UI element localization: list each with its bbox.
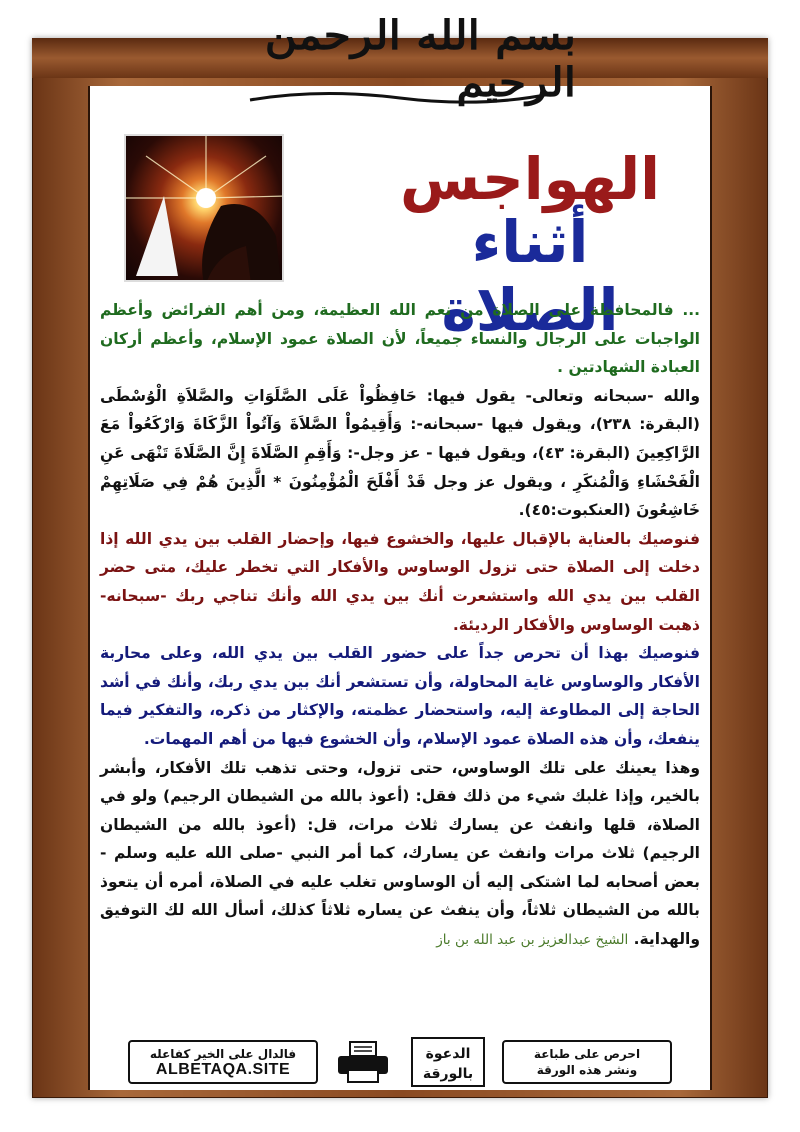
site-box [128, 1040, 318, 1084]
printer-icon [328, 1040, 398, 1084]
title-line-1: الهواجس [400, 145, 660, 213]
basmala-header [240, 4, 576, 114]
site-link[interactable]: ALBETAQA.SITE [155, 1061, 291, 1078]
basmala-text: بسم الله الرحمن الرحيم [264, 12, 576, 106]
praying-figure-photo [124, 134, 284, 282]
basmala-swash-icon [240, 86, 560, 106]
paragraph-verses: والله -سبحانه وتعالى- يقول فيها: حَافِظُواْ عَلَى الصَّلَوَاتِ والصَّلاَةِ الْوُسْطَى (البقرة: ٢٣٨)، ويقول فيها -سبحانه-: وَأَقِيمُواْ الصَّلاَةَ وَآتُواْ الزَّكَاةَ وَارْكَعُواْ مَعَ الرَّاكِعِينَ (البقرة: ٤٣)، ويقول فيها - عز وجل-: وَأَقِمِ الصَّلَاةَ إِنَّ الصَّلَاةَ تَنْهَى عَنِ الْفَحْشَاءِ وَالْمُنكَرِ ، ويقول عز وجل قَدْ أَفْلَحَ الْمُؤْمِنُونَ * الَّذِينَ هُمْ فِي صَلَاتِهِمْ خَاشِعُونَ (العنكبوت:٤٥). [100, 386, 700, 520]
paragraph-advice-1: فنوصيك بالعناية بالإقبال عليها، والخشوع فيها، وإحضار القلب بين يدي الله إذا دخلت إلى الصلاة حتى تزول الوساوس والأفكار التي تخطر عليك، متى حضر القلب بين يدي الله واستشعرت أنك بين يدي الله وأنك تناجي ربك -سبحانه- ذهبت الوساوس والأفكار الرديئة. [100, 529, 700, 634]
paragraph-advice-3-text: وهذا يعينك على تلك الوساوس، حتى تزول، وحتى تذهب تلك الأفكار، وأبشر بالخير، وإذا غلبك شيء من ذلك فقل: (أعوذ بالله من الشيطان الرجيم) ولو في الصلاة، قلها وانفث عن يسارك ثلاث مرات، قل: (أعوذ بالله من الشيطان الرجيم) ثلاث مرات وانفث عن يسارك، كما أمر النبي -صلى الله عليه وسلم - بعض أصحابه لما اشتكى إليه أن الوساوس تغلب عليه في الصلاة، أمره أن يتعوذ بالله من الشيطان ثلاثاً، وأن ينفث عن يساره ثلاثاً كذلك، أسأل الله لك التوفيق والهداية. [100, 758, 700, 949]
sheikh-attribution: الشيخ عبدالعزيز بن عبد الله بن باز [436, 932, 629, 949]
print-reminder-line-1: احرص على طباعة [533, 1047, 641, 1061]
paragraph-advice-3 [100, 754, 700, 955]
footer-proverb: فالدال على الخير كفاعله [149, 1047, 297, 1061]
print-reminder-line-2: ونشر هذه الورقة [536, 1063, 638, 1077]
paragraph-advice-2: فنوصيك بهذا أن تحرص جداً على حضور القلب بين يدي الله، وعلى محاربة الأفكار والوساوس غاية المحاولة، وأن تستشعر أنك بين يدي ربك، وأنك في أشد الحاجة إلى المطاوعة إليه، واستحضار عظمته، والإكثار من ذكره، والتفكير فيما ينفعك، وأن هذه الصلاة عمود الإسلام، وأن الخشوع فيها من أهم المهمات. [100, 644, 700, 748]
paragraph-intro: ... فالمحافظة على الصلاة من نعم الله العظيمة، ومن أهم الفرائض وأعظم الواجبات على الرجال والنساء جميعاً، لأن الصلاة عمود الإسلام، وأعظم أركان العبادة الشهادتين . [100, 301, 700, 377]
albetaqa-logo [408, 1036, 488, 1088]
title-line-2: أثناء الصلاة [441, 208, 619, 344]
print-reminder-box [502, 1040, 672, 1084]
logo-line-2: بالورقة [422, 1066, 474, 1082]
article-body [100, 296, 700, 955]
footer-bar [124, 1034, 676, 1090]
logo-line-1: الدعوة [425, 1046, 471, 1062]
